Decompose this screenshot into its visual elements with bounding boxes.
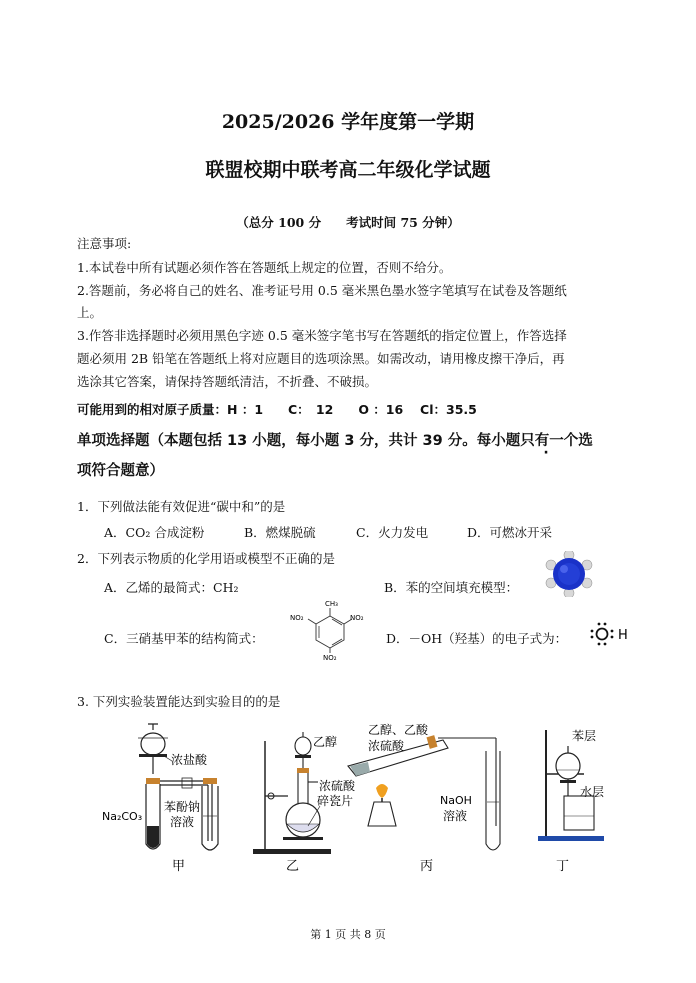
exam-title-line2: 联盟校期中联考高二年级化学试题	[205, 159, 491, 181]
label-yi-chips: 碎瓷片	[317, 794, 354, 808]
section-text-end: 选	[578, 433, 593, 449]
section-heading-line1	[77, 429, 593, 450]
label-jia-acid: 浓盐酸	[171, 753, 208, 767]
label-benzene-layer: 苯层	[572, 729, 597, 743]
q2-option-d: D．－OH（羟基）的电子式为：	[386, 631, 568, 646]
section-text: 单项选择题（本题包括 13 小题，每小题 3 分，共计 39 分。每小题	[77, 433, 521, 449]
label-bing-naoh: NaOH	[440, 794, 472, 807]
notice-item-2a: 2.答题前，务必将自己的姓名、准考证号用 0.5 毫米黑色墨水签字笔填写在试卷及答题纸	[77, 283, 567, 298]
section-heading-line2: 项符合题意）	[77, 463, 164, 479]
apparatus-yi	[253, 732, 356, 874]
trinitrotoluene-structure	[288, 596, 372, 662]
q1-option-c: C．火力发电	[356, 525, 429, 540]
q1-option-d: D．可燃冰开采	[467, 525, 553, 540]
hydroxyl-electron-formula	[588, 621, 636, 647]
q1-stem: 1．下列做法能有效促进“碳中和”的是	[77, 499, 286, 514]
label-yi-ethanol: 乙醇	[313, 735, 338, 749]
notice-item-3a: 3.作答非选择题时必须用黑色字迹 0.5 毫米签字笔书写在答题纸的指定位置上，作答选择	[77, 328, 567, 343]
q1-option-b: B．燃煤脱硫	[244, 525, 316, 540]
notice-item-1: 1.本试卷中所有试题必须作答在答题纸上规定的位置，否则不给分。	[77, 260, 452, 275]
caption-jia: 甲	[172, 859, 186, 874]
atomic-masses: 可能用到的相对原子质量：H ：1 C： 12 O ：16 Cl：35.5	[77, 402, 477, 417]
q2-option-b: B．苯的空间填充模型：	[384, 580, 519, 595]
tnt-no2-right: NO₂	[350, 614, 364, 622]
section-emphasis: 只有一个	[520, 433, 579, 449]
q1-option-a: A．CO₂ 合成淀粉	[104, 525, 205, 540]
notice-heading: 注意事项:	[77, 236, 132, 251]
notice-item-2b: 上。	[77, 305, 103, 320]
apparatus-jia	[102, 724, 218, 874]
apparatus-ding	[538, 729, 604, 874]
tnt-ch3: CH₃	[325, 600, 338, 608]
exam-title-line1: 2025/2026 学年度第一学期	[221, 111, 475, 133]
label-water-layer: 水层	[580, 785, 605, 799]
caption-bing: 丙	[420, 859, 434, 874]
label-na2co3: Na₂CO₃	[102, 810, 143, 823]
notice-item-3c: 选涂其它答案，请保持答题纸清洁，不折叠、不破损。	[77, 374, 378, 389]
benzene-space-filling-model	[544, 551, 594, 597]
page-footer: 第 1 页 共 8 页	[310, 928, 386, 941]
label-bing-reagents: 乙醇、乙酸	[368, 723, 429, 737]
oh-h-atom: H	[618, 628, 628, 643]
q2-option-c: C．三硝基甲苯的结构简式：	[104, 631, 264, 646]
label-bing-solution: 溶液	[443, 809, 468, 823]
caption-ding: 丁	[556, 859, 570, 874]
label-phenolate-1: 苯酚钠	[164, 800, 201, 814]
label-yi-h2so4: 浓硫酸	[319, 779, 356, 793]
q2-option-a: A．乙烯的最简式：CH₂	[104, 580, 239, 595]
q3-apparatus-figure	[98, 716, 608, 876]
apparatus-bing	[348, 722, 500, 874]
exam-subtitle: （总分 100 分 考试时间 75 分钟）	[236, 215, 460, 230]
tnt-no2-bottom: NO₂	[323, 654, 337, 662]
q3-stem: 3. 下列实验装置能达到实验目的的是	[77, 694, 281, 709]
tnt-no2-left: NO₂	[290, 614, 304, 622]
notice-item-3b: 题必须用 2B 铅笔在答题纸上将对应题目的选项涂黑。如需改动，请用橡皮擦干净后，再	[77, 351, 565, 366]
label-phenolate-2: 溶液	[170, 815, 195, 829]
q2-stem: 2．下列表示物质的化学用语或模型不正确的是	[77, 551, 335, 566]
caption-yi: 乙	[286, 859, 300, 874]
label-bing-h2so4: 浓硫酸	[368, 739, 405, 753]
